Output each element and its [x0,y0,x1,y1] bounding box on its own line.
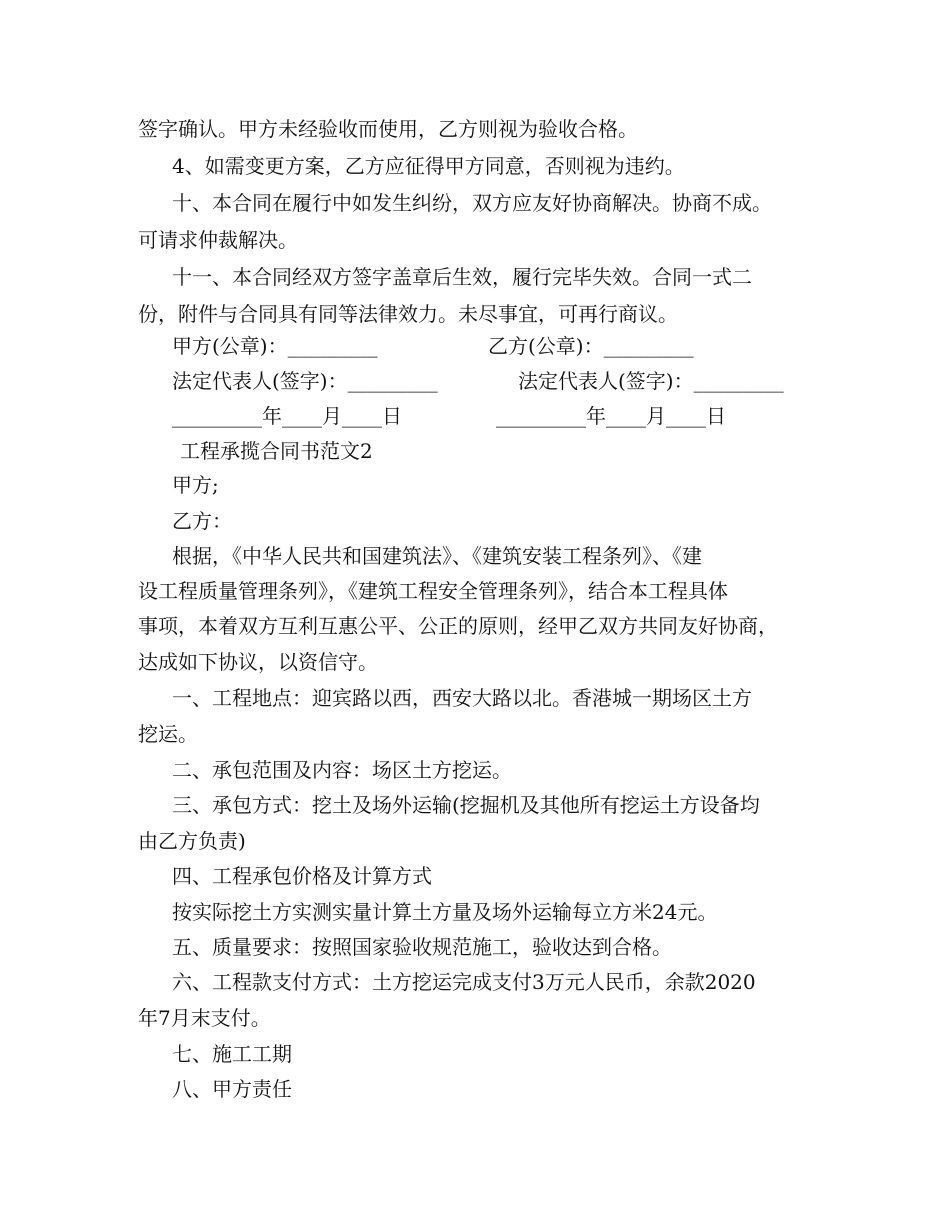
body-line: 四、工程承包价格及计算方式 [172,864,432,888]
text-line: 4、如需变更方案，乙方应征得甲方同意，否则视为违约。 [172,154,685,178]
body-line: 达成如下协议，以资信守。 [138,650,378,674]
text-line: 十、本合同在履行中如发生纠纷，双方应友好协商解决。协商不成。 [172,191,772,215]
body-line: 年7月末支付。 [138,1006,271,1030]
party-b-seal-field: 乙方(公章)：_________ [488,334,694,358]
body-line: 事项，本着双方互利互惠公平、公正的原则，经甲乙双方共同友好协商， [138,614,778,638]
body-line: 八、甲方责任 [172,1077,292,1101]
party-b-representative-field: 法定代表人(签字)：_________ [518,369,784,393]
text-line: 签字确认。甲方未经验收而使用，乙方则视为验收合格。 [138,117,638,141]
body-line: 根据，《中华人民共和国建筑法》、《建筑安装工程条列》、《建 [172,544,702,568]
body-line: 二、承包范围及内容：场区土方挖运。 [172,758,512,782]
party-b-date-field: _________年____月____日 [496,404,726,428]
party-a-representative-field: 法定代表人(签字)：_________ [172,369,438,393]
body-line: 由乙方负责) [138,829,246,853]
body-line: 三、承包方式：挖土及场外运输(挖掘机及其他所有挖运土方设备均 [172,793,760,817]
body-line: 一、工程地点：迎宾路以西，西安大路以北。香港城一期场区土方 [172,686,752,710]
party-a-date-field: _________年____月____日 [172,404,402,428]
section-title: 工程承揽合同书范文2 [180,439,373,463]
body-line: 六、工程款支付方式：土方挖运完成支付3万元人民币，余款2020 [172,970,756,994]
body-line: 设工程质量管理条列》，《建筑工程安全管理条列》，结合本工程具体 [138,579,728,603]
body-line: 挖运。 [138,722,198,746]
text-line: 可请求仲裁解决。 [138,228,298,252]
text-line: 十一、本合同经双方签字盖章后生效，履行完毕失效。合同一式二 [172,265,752,289]
body-line: 五、质量要求：按照国家验收规范施工，验收达到合格。 [172,935,672,959]
body-line: 按实际挖土方实测实量计算土方量及场外运输每立方米24元。 [172,900,718,924]
text-line: 份，附件与合同具有同等法律效力。未尽事宜，可再行商议。 [138,302,678,326]
body-line: 七、施工工期 [172,1042,292,1066]
party-a-seal-field: 甲方(公章)：_________ [172,334,378,358]
party-b-label: 乙方： [172,509,232,533]
party-a-label: 甲方; [172,473,219,497]
